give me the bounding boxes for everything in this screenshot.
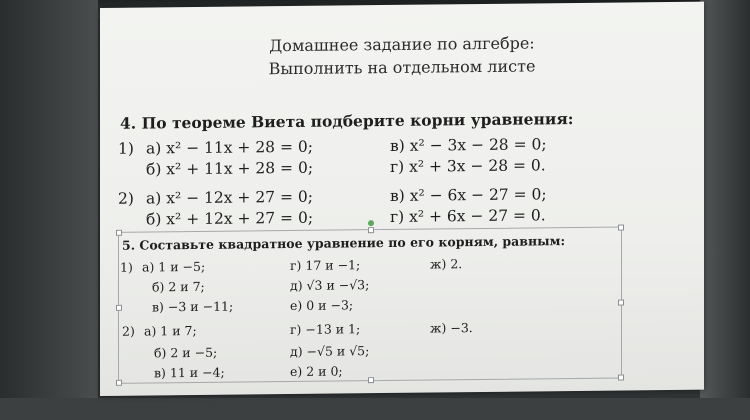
resize-handle-bottom-right[interactable] <box>618 375 624 381</box>
task5-part1-number: 1) <box>120 259 133 275</box>
task5-item-1g: г) 17 и −1; <box>290 257 361 274</box>
resize-handle-left[interactable] <box>116 305 122 311</box>
task4-row2-number: 2) <box>118 189 134 208</box>
task5-item-1e: е) 0 и −3; <box>290 297 354 314</box>
task5-item-2e: е) 2 и 0; <box>290 363 343 380</box>
task4-eq-1v: в) x² − 3x − 28 = 0; <box>390 135 547 155</box>
task5-part2-number: 2) <box>122 323 135 339</box>
resize-handle-top-right[interactable] <box>618 225 624 231</box>
resize-handle-top[interactable] <box>368 227 374 233</box>
resize-handle-bottom[interactable] <box>368 377 374 383</box>
task5-item-2a: а) 1 и 7; <box>144 322 197 339</box>
resize-handle-bottom-left[interactable] <box>116 380 122 386</box>
task4-eq-1b: б) x² + 11x + 28 = 0; <box>146 158 314 179</box>
task5-title: 5. Составьте квадратное уравнение по его корням, равным: <box>122 233 566 253</box>
slide-header-line1: Домашнее задание по алгебре: <box>269 33 535 56</box>
monitor-bezel-left <box>0 0 98 420</box>
slide-header-line2: Выполнить на отдельном листе <box>268 56 536 79</box>
task5-item-1d: д) √3 и −√3; <box>290 277 370 294</box>
task4-eq-1g: г) x² + 3x − 28 = 0. <box>390 156 546 176</box>
slide <box>100 2 704 396</box>
task4-eq-2a: а) x² − 12x + 27 = 0; <box>146 187 313 208</box>
monitor-bezel-bottom <box>0 398 750 420</box>
task5-item-1zh: ж) 2. <box>430 256 463 272</box>
monitor-bezel-right <box>700 0 750 420</box>
task5-item-2d: д) −√5 и √5; <box>290 343 370 360</box>
resize-handle-top-left[interactable] <box>116 230 122 236</box>
task4-eq-2g: г) x² + 6x − 27 = 0. <box>390 206 546 226</box>
task4-eq-1a: а) x² − 11x + 28 = 0; <box>146 137 313 158</box>
task4-row1-number: 1) <box>118 139 134 158</box>
task5-item-2g: г) −13 и 1; <box>290 321 361 338</box>
task4-eq-2b: б) x² + 12x + 27 = 0; <box>146 208 314 229</box>
task4-eq-2v: в) x² − 6x − 27 = 0; <box>390 185 547 205</box>
task4-title: 4. По теореме Виета подберите корни уравнения: <box>120 109 574 133</box>
task5-item-2zh: ж) −3. <box>430 320 473 336</box>
task5-item-1a: а) 1 и −5; <box>142 258 206 275</box>
resize-handle-right[interactable] <box>618 300 624 306</box>
rotate-handle[interactable] <box>368 220 374 226</box>
task5-item-1b: б) 2 и 7; <box>152 278 205 295</box>
task5-item-1v: в) −3 и −11; <box>152 298 234 315</box>
task5-item-2v: в) 11 и −4; <box>154 364 225 381</box>
task5-item-2b: б) 2 и −5; <box>154 344 218 361</box>
